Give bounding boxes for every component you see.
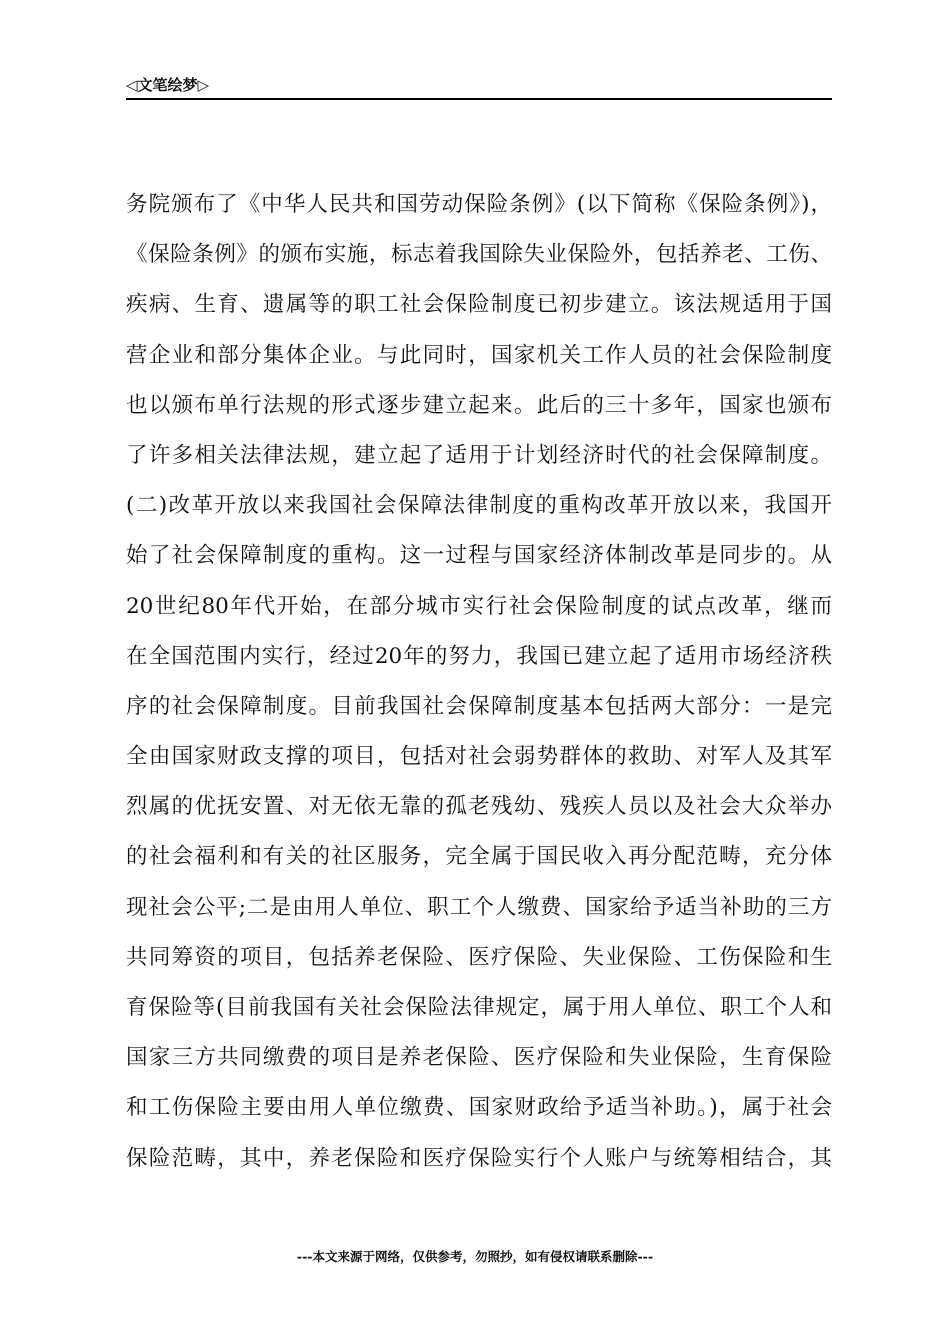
body-line: 了许多相关法律法规，建立起了适用于计划经济时代的社会保障制度。: [126, 442, 832, 468]
body-line: (二)改革开放以来我国社会保障法律制度的重构改革开放以来，我国开: [126, 493, 832, 519]
body-line: 现社会公平;二是由用人单位、职工个人缴费、国家给予适当补助的三方: [126, 894, 832, 920]
body-line: 疾病、生育、遗属等的职工社会保险制度已初步建立。该法规适用于国: [126, 292, 832, 318]
body-line: 全由国家财政支撑的项目，包括对社会弱势群体的救助、对军人及其军: [126, 744, 832, 770]
page-header: [126, 72, 832, 100]
header-title: ◁文笔绘梦▷: [126, 76, 210, 94]
page-footer: ---本文来源于网络，仅供参考，勿照抄，如有侵权请联系删除---: [296, 1249, 654, 1264]
body-line: 和工伤保险主要由用人单位缴费、国家财政给予适当补助。)，属于社会: [126, 1095, 832, 1121]
body-line: 《保险条例》的颁布实施，标志着我国除失业保险外，包括养老、工伤、: [126, 242, 832, 268]
body-line: 营企业和部分集体企业。与此同时，国家机关工作人员的社会保险制度: [126, 342, 832, 368]
body-line: 务院颁布了《中华人民共和国劳动保险条例》(以下简称《保险条例》)，: [126, 192, 832, 217]
body-line: 共同筹资的项目，包括养老保险、医疗保险、失业保险、工伤保险和生: [126, 944, 832, 970]
body-line: 也以颁布单行法规的形式逐步建立起来。此后的三十多年，国家也颁布: [126, 392, 832, 418]
body-line: 保险范畴，其中，养老保险和医疗保险实行个人账户与统筹相结合，其: [126, 1145, 832, 1171]
body-line: 国家三方共同缴费的项目是养老保险、医疗保险和失业保险，生育保险: [126, 1045, 832, 1071]
body-line: 的社会福利和有关的社区服务，完全属于国民收入再分配范畴，充分体: [126, 844, 832, 870]
body-line: 始了社会保障制度的重构。这一过程与国家经济体制改革是同步的。从: [126, 543, 832, 569]
body-line: 育保险等(目前我国有关社会保险法律规定，属于用人单位、职工个人和: [126, 995, 832, 1020]
body-line: 在全国范围内实行，经过20年的努力，我国已建立起了适用市场经济秩: [126, 643, 832, 669]
document-body: [126, 180, 846, 1184]
body-line: 序的社会保障制度。目前我国社会保障制度基本包括两大部分：一是完: [126, 693, 832, 719]
body-line: 20世纪80年代开始，在部分城市实行社会保险制度的试点改革，继而: [126, 593, 832, 619]
body-line: 烈属的优抚安置、对无依无靠的孤老残幼、残疾人员以及社会大众举办: [126, 794, 832, 820]
